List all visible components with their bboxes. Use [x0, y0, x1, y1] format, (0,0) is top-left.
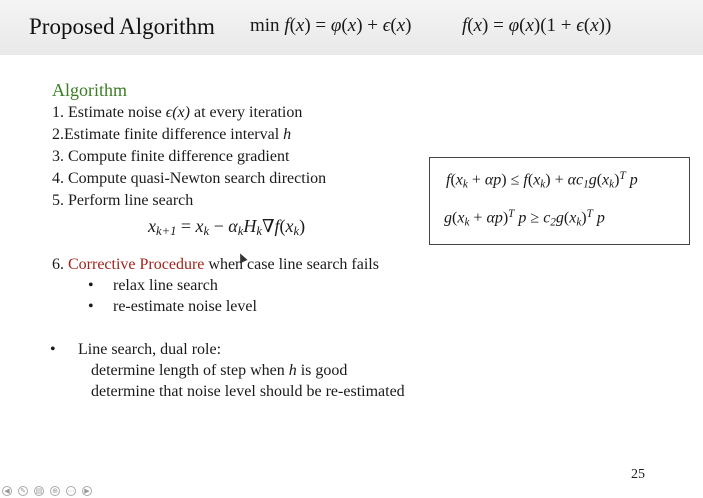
dual-role-bullet: • Line search, dual role:	[50, 341, 222, 358]
step-4: 4. Compute quasi-Newton search direction	[52, 170, 327, 187]
multiplicative-noise-equation: f(x) = φ(x)(1 + ϵ(x))	[462, 15, 612, 36]
algorithm-heading: Algorithm	[52, 80, 127, 100]
sub-bullet-relax: • relax line search	[88, 277, 218, 294]
slide-title: Proposed Algorithm	[29, 14, 215, 39]
dual-role-line-1: determine length of step when h is good	[91, 362, 348, 379]
previous-slide-icon[interactable]: ◀	[2, 486, 12, 496]
step-3: 3. Compute finite difference gradient	[52, 148, 290, 165]
dual-role-line-2: determine that noise level should be re-estimated	[91, 383, 405, 400]
wolfe-conditions-box	[429, 157, 690, 245]
next-slide-icon[interactable]: ▶	[82, 486, 92, 496]
curvature-condition: $g(x_k + \alpha p)^T$ $p \ge c_2g(x_k)^T$ p	[444, 208, 605, 229]
zoom-icon[interactable]: ⊕	[50, 486, 60, 496]
slideshow-toolbar	[0, 486, 110, 498]
pen-icon[interactable]: ✎	[18, 486, 28, 496]
step-6: 6. Corrective Procedure when case line search fails	[52, 256, 379, 273]
armijo-condition: $f(x_k + \alpha p) \le f(x_k) + \alpha c_1g(x_k)^T$ p	[446, 170, 638, 191]
objective-equation: min f(x) = φ(x) + ϵ(x)	[250, 15, 412, 36]
more-options-icon[interactable]: ⋯	[67, 487, 75, 495]
step-2: 2.Estimate finite difference interval h	[52, 126, 292, 143]
step-5: 5. Perform line search	[52, 192, 194, 209]
sub-bullet-reestimate: • re-estimate noise level	[88, 298, 257, 315]
update-equation: $x_{k+1} = x_k - \alpha_kH_k\nabla f(x_k)$	[148, 216, 306, 239]
slides-icon[interactable]: ▤	[35, 487, 43, 495]
page-number: 25	[631, 467, 645, 482]
step-1: 1. Estimate noise ϵ(x) at every iteration	[52, 104, 303, 121]
corrective-procedure-label: Corrective Procedure	[68, 256, 205, 273]
